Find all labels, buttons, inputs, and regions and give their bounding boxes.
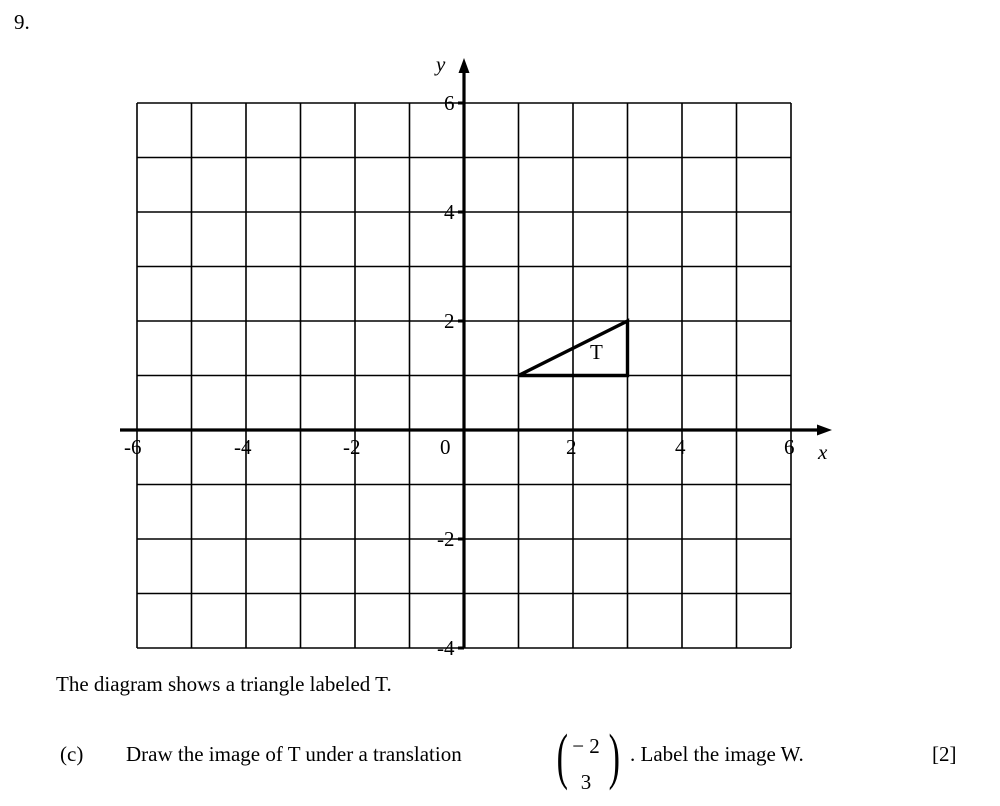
coordinate-grid-svg	[0, 40, 1000, 660]
y-tick-label-2: 2	[444, 309, 455, 333]
x-tick-label-2: 2	[566, 435, 577, 459]
axes	[120, 58, 832, 648]
x-tick-label--6: -6	[124, 435, 142, 459]
vector-left-paren: (	[556, 723, 569, 791]
origin-label: 0	[440, 435, 451, 459]
x-tick-label--4: -4	[234, 435, 252, 459]
vector-right-paren: )	[608, 723, 621, 791]
vector-y-component: 3	[580, 770, 592, 794]
triangle-T-label: T	[590, 340, 603, 364]
x-tick-label--2: -2	[343, 435, 361, 459]
x-tick-label-4: 4	[675, 435, 686, 459]
diagram-statement: The diagram shows a triangle labeled T.	[56, 672, 392, 696]
y-tick-label--2: -2	[437, 527, 455, 551]
marks-allocation: [2]	[932, 742, 957, 766]
y-tick-label-4: 4	[444, 200, 455, 224]
y-axis-label: y	[436, 52, 446, 76]
x-axis-label: x	[818, 440, 828, 464]
y-tick-label--4: -4	[437, 636, 455, 660]
coordinate-grid-diagram	[0, 40, 1000, 660]
y-tick-label-6: 6	[444, 91, 455, 115]
part-instruction-text-after: . Label the image W.	[630, 742, 804, 766]
part-instruction-text: Draw the image of T under a translation	[126, 742, 462, 766]
vector-x-component: − 2	[572, 734, 600, 758]
part-label: (c)	[60, 742, 84, 766]
question-number: 9.	[14, 10, 30, 34]
translation-vector	[554, 723, 624, 806]
x-tick-label-6: 6	[784, 435, 795, 459]
